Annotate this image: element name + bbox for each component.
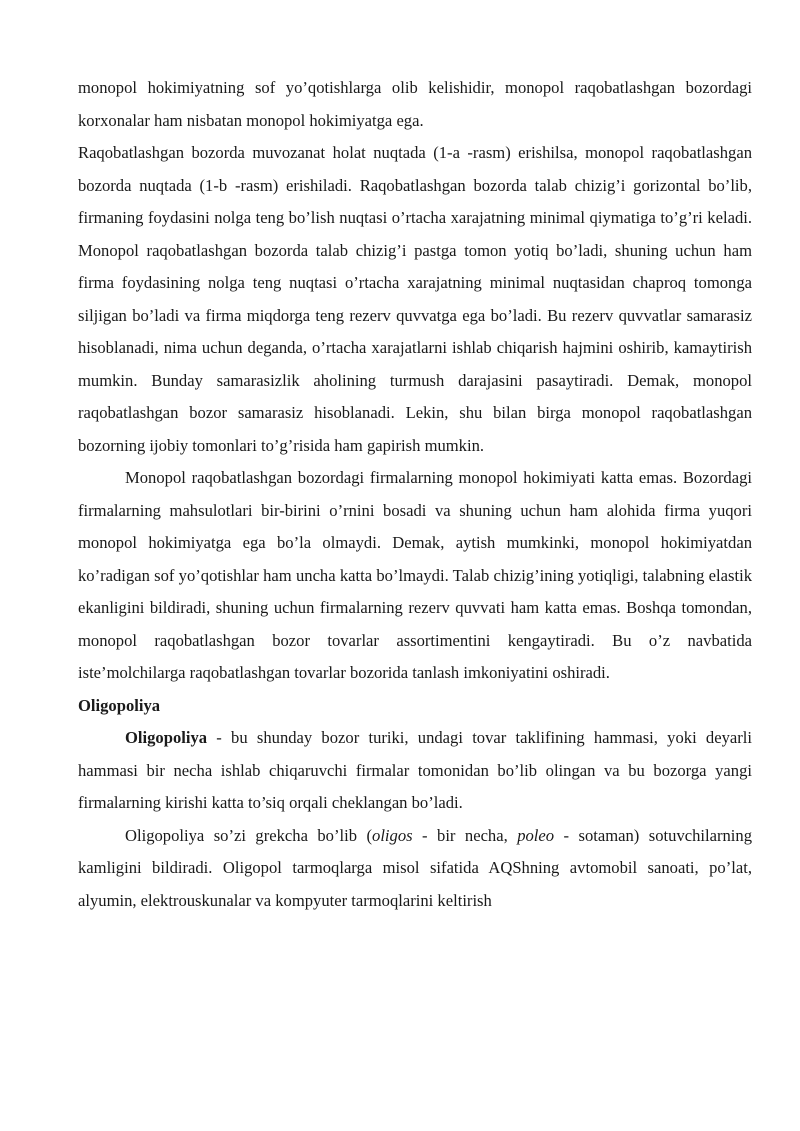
etymology-text-b: - bir necha, (412, 825, 518, 845)
definition-text: - bu shunday bozor turiki, undagi tovar taklifining hammasi, yoki deyarli hammasi bir necha ishlab chiqaruvchi firmalar tomonidan bo’lib olingan va bu bozorga yangi firmalarning kirishi katta to’siq orqali cheklangan bo’ladi. (78, 728, 752, 812)
greek-word-poleo: poleo (517, 825, 555, 845)
greek-word-oligos: oligos (372, 825, 413, 845)
paragraph-definition (78, 722, 752, 820)
paragraph-etymology (78, 820, 752, 918)
paragraph-3: Monopol raqobatlashgan bozordagi firmalarning monopol hokimiyati katta emas. Bozordagi firmalarning mahsulotlari bir-birini o’rnini bosadi va shuning uchun ham alohida firma yuqori monopol hokimiyatga ega bo’la olmaydi. Demak, aytish mumkinki, monopol hokimiyatdan ko’radigan sof yo’qotishlar ham uncha katta bo’lmaydi. Talab chizig’ining yotiqligi, talabning elastik ekanligini bildiradi, shuning uchun firmalarning rezerv quvvati ham katta emas. Boshqa tomondan, monopol raqobatlashgan bozor tovarlar assortimentini kengaytiradi. Bu o’z navbatida iste’molchilarga raqobatlashgan tovarlar bozorida tanlash imkoniyatini oshiradi. (78, 468, 752, 682)
document-page (78, 72, 752, 917)
paragraph-2: Raqobatlashgan bozorda muvozanat holat nuqtada (1-a -rasm) erishilsa, monopol raqobatlashgan bozorda nuqtada (1-b -rasm) erishiladi. Raqobatlashgan bozorda talab chizig’i gorizontal bo’lib, firmaning foydasini nolga teng bo’lish nuqtasi o’rtacha xarajatning minimal qiymatiga to’g’ri keladi. Monopol raqobatlashgan bozorda talab chizig’i pastga tomon yotiq bo’ladi, shuning uchun ham firma foydasining nolga teng nuqtasi o’rtacha xarajatning minimal nuqtasidan chaproq tomonga siljigan bo’ladi va firma miqdorga teng rezerv quvvatga ega bo’ladi. Bu rezerv quvvatlar samarasiz hisoblanadi, nima uchun deganda, o’rtacha xarajatlarni ishlab chiqarish hajmini oshirib, kamaytirish mumkin. Bunday samarasizlik aholining turmush darajasini pasaytiradi. Demak, monopol raqobatlashgan bozor samarasiz hisoblanadi. Lekin, shu bilan birga monopol raqobatlashgan bozorning ijobiy tomonlari to’g’risida ham gapirish mumkin. (78, 143, 752, 455)
defined-term: Oligopoliya (125, 728, 208, 747)
etymology-text-a: Oligopoliya so’zi grekcha bo’lib ( (125, 825, 373, 845)
section-heading: Oligopoliya (78, 695, 161, 715)
etymology-text-c: - sotaman) sotuvchilarning kamligini bildiradi. Oligopol tarmoqlarga misol sifatida AQShning avtomobil sanoati, po’lat, alyumin, elektrouskunalar va kompyuter tarmoqlarini keltirish (78, 825, 753, 910)
paragraph-1: monopol hokimiyatning sof yo’qotishlarga olib kelishidir, monopol raqobatlashgan bozordagi korxonalar ham nisbatan monopol hokimiyatga ega. (78, 78, 752, 130)
